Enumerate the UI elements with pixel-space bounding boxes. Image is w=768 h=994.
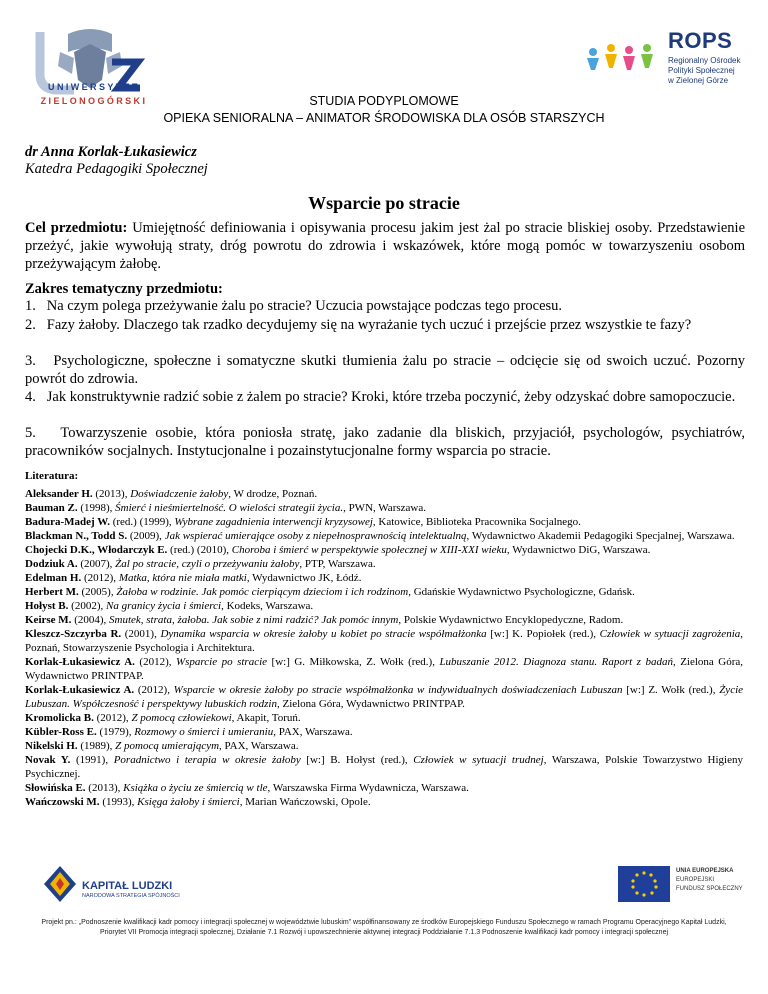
literature-tail: [w:] K. Popiołek (red.), bbox=[486, 628, 600, 640]
program-line-1: STUDIA PODYPLOMOWE bbox=[309, 94, 459, 108]
literature-title: Smutek, strata, żałoba. Jak sobie z nimi radzić? Jak pomóc innym bbox=[109, 614, 399, 626]
scope-item-3: 3. Psychologiczne, społeczne i somatyczne skutki tłumienia żalu po stracie – odcięcie się od swoich uczuć. Pozorny powrót do zdrowia. bbox=[25, 353, 745, 387]
literature-entry bbox=[25, 501, 743, 515]
kapital-ludzki-title: KAPITAŁ LUDZKI bbox=[82, 880, 173, 892]
literature-entry bbox=[25, 739, 743, 753]
literature-entry bbox=[25, 543, 743, 557]
literature-tail: , Marian Wańczowski, Opole. bbox=[239, 796, 371, 808]
literature-tail: , PAX, Warszawa. bbox=[219, 740, 299, 752]
literature-title: Śmierć i nieśmiertelność. O wielości strategii życia. bbox=[115, 502, 344, 514]
university-name-line1: UNIWERSYTET bbox=[48, 82, 140, 92]
rops-title: ROPS bbox=[668, 28, 733, 53]
literature-entry bbox=[25, 515, 743, 529]
literature-tail: , Wydawnictwo JK, Łódź. bbox=[246, 572, 362, 584]
program-line-2: OPIEKA SENIORALNA – ANIMATOR ŚRODOWISKA DLA OSÓB STARSZYCH bbox=[163, 111, 605, 125]
eu-line-2: EUROPEJSKI bbox=[676, 877, 715, 883]
course-goal-label: Cel przedmiotu: bbox=[25, 220, 128, 236]
footer-note-line-2: Priorytet VII Promocja integracji społecznej, Działanie 7.1 Rozwój i upowszechnienie aktywnej integracji Poddziałanie 7.1.3 Podnoszenie kwalifikacji kadr pomocy i integracji społecznej bbox=[99, 929, 669, 936]
literature-entry bbox=[25, 557, 743, 571]
literature-rest: (2012), bbox=[134, 684, 174, 696]
literature-title: Wsparcie w okresie żałoby po stracie współmałżonka w indywidualnych doświadczeniach Lubuszan bbox=[173, 684, 623, 696]
scope-item-4: 4. Jak konstruktywnie radzić sobie z żalem po stracie? Kroki, które trzeba poczynić, żeby odzyskać dobre samopoczucie. bbox=[25, 389, 736, 405]
literature-tail: , W drodze, Poznań. bbox=[228, 488, 318, 500]
literature-rest: (2007), bbox=[77, 558, 116, 570]
literature-author: Kleszcz-Szczyrba R. bbox=[25, 628, 122, 640]
literature-tail: , PWN, Warszawa. bbox=[343, 502, 426, 514]
literature-title2: Człowiek w sytuacji trudnej bbox=[413, 754, 544, 766]
literature-rest: (red.) (2010), bbox=[167, 544, 232, 556]
rops-sub-2: Polityki Społecznej bbox=[668, 66, 735, 75]
literature-author: Novak Y. bbox=[25, 754, 71, 766]
literature-rest: (2005), bbox=[78, 586, 117, 598]
literature-rest: (1993), bbox=[99, 796, 138, 808]
literature-title: Poradnictwo i terapia w okresie żałoby bbox=[113, 754, 301, 766]
literature-entry bbox=[25, 683, 743, 711]
literature-title: Wybrane zagadnienia interwencji kryzysowej bbox=[174, 516, 373, 528]
literature-entry bbox=[25, 711, 743, 725]
literature-rest: (2001), bbox=[121, 628, 161, 640]
literature-rest: (2009), bbox=[127, 530, 165, 542]
literature-title2: Człowiek w sytuacji zagrożenia bbox=[599, 628, 741, 640]
kapital-ludzki-sub: NARODOWA STRATEGIA SPÓJNOŚCI bbox=[82, 893, 180, 899]
literature-tail: , Kodeks, Warszawa. bbox=[221, 600, 314, 612]
literature-author: Nikelski H. bbox=[25, 740, 78, 752]
literature-entry bbox=[25, 613, 743, 627]
rops-sub-3: w Zielonej Górze bbox=[668, 76, 729, 85]
literature-title2: Lubuszanie 2012. Diagnoza stanu. Raport z badań bbox=[439, 656, 673, 668]
literature-entry bbox=[25, 599, 743, 613]
literature-title2: Życie Lubuszan. Współczesność i perspektywy lubuskich rodzin bbox=[25, 684, 744, 710]
literature-author: Hołyst B. bbox=[25, 600, 69, 612]
rops-sub-1: Regionalny Ośrodek bbox=[668, 56, 741, 65]
literature-tail: , Wydawnictwo DiG, Warszawa. bbox=[506, 544, 651, 556]
literature-author: Keirse M. bbox=[25, 614, 72, 626]
literature-tail: , Wydawnictwo Akademii Pedagogiki Specjalnej, Warszawa. bbox=[466, 530, 735, 542]
literature-title: Jak wspierać umierające osoby z niepełnosprawnością intelektualną bbox=[164, 530, 467, 542]
literature-tail: , Katowice, Biblioteka Pracownika Socjalnego. bbox=[372, 516, 581, 528]
literature-tail: , Gdańskie Wydawnictwo Psychologiczne, Gdańsk. bbox=[408, 586, 635, 598]
author-department: Katedra Pedagogiki Społecznej bbox=[25, 161, 208, 177]
literature-rest: (2004), bbox=[71, 614, 110, 626]
literature-tail: [w:] Z. Wołk (red.), bbox=[622, 684, 720, 696]
literature-rest: (2013), bbox=[92, 488, 131, 500]
literature-author: Dodziuk A. bbox=[25, 558, 78, 570]
literature-tail: , PAX, Warszawa. bbox=[273, 726, 353, 738]
literature-rest: (2002), bbox=[68, 600, 106, 612]
scope-item-5: 5. Towarzyszenie osobie, która poniosła stratę, jako zadanie dla bliskich, przyjaciół, psychologów, psychiatrów, pracowników socjalnych. Instytucjonalne i pozainstytucjonalne formy wsparcia po stracie. bbox=[25, 425, 745, 459]
literature-author: Edelman H. bbox=[25, 572, 82, 584]
literature-author: Słowińska E. bbox=[25, 782, 86, 794]
literature-rest: (1991), bbox=[70, 754, 114, 766]
literature-tail: [w:] G. Miłkowska, Z. Wołk (red.), bbox=[267, 656, 440, 668]
literature-tail2: , Warszawa, Polskie Towarzystwo Higieny Psychicznej. bbox=[25, 754, 743, 780]
literature-tail: , Polskie Wydawnictwo Encyklopedyczne, Radom. bbox=[398, 614, 624, 626]
literature-title: Żałoba w rodzinie. Jak pomóc cierpiącym dzieciom i ich rodzinom bbox=[116, 586, 409, 598]
literature-tail: , PTP, Warszawa. bbox=[299, 558, 376, 570]
literature-title: Książka o życiu ze śmiercią w tle bbox=[123, 782, 268, 794]
literature-rest: (red.) (1999), bbox=[109, 516, 175, 528]
literature-rest: (1998), bbox=[77, 502, 116, 514]
literature-title: Księga żałoby i śmierci bbox=[137, 796, 240, 808]
scope-item-2: 2. Fazy żałoby. Dlaczego tak rzadko decydujemy się na wyrażanie tych uczuć i przejście przez wszystkie te fazy? bbox=[25, 317, 692, 333]
literature-author: Korlak-Łukasiewicz A. bbox=[25, 684, 135, 696]
literature-tail2: , Zielona Góra, Wydawnictwo PRINTPAP. bbox=[276, 698, 465, 710]
literature-title: Rozmowy o śmierci i umieraniu bbox=[134, 726, 274, 738]
literature-rest: (1979), bbox=[96, 726, 135, 738]
course-goal-text: Umiejętność definiowania i opisywania procesu jakim jest żal po stracie bliskiej osoby. Przedstawienie przeżyć, jakie wywołują straty, dróg powrotu do zdrowia i wskazówek, które mogą pomóc w towarzyszeniu osobom przeżywającym żałobę. bbox=[25, 220, 746, 272]
literature-rest: (1989), bbox=[77, 740, 116, 752]
literature-entry bbox=[25, 753, 743, 781]
literature-entry bbox=[25, 725, 743, 739]
literature-author: Badura-Madej W. bbox=[25, 516, 110, 528]
literature-title: Wsparcie po stracie bbox=[175, 656, 268, 668]
literature-tail2: , Zielona Góra, Wydawnictwo PRINTPAP. bbox=[25, 656, 744, 682]
scope-item-1: 1. Na czym polega przeżywanie żalu po stracie? Uczucia powstające podczas tego procesu. bbox=[25, 298, 563, 314]
literature-author: Bauman Z. bbox=[25, 502, 78, 514]
literature-author: Wańczowski M. bbox=[25, 796, 100, 808]
literature-entry bbox=[25, 627, 743, 655]
literature-rest: (2013), bbox=[85, 782, 124, 794]
literature-entry bbox=[25, 529, 743, 543]
literature-title: Na granicy życia i śmierci bbox=[105, 600, 222, 612]
literature-rest: (2012), bbox=[93, 712, 132, 724]
literature-entry bbox=[25, 655, 743, 683]
literature-author: Aleksander H. bbox=[25, 488, 93, 500]
author-name: dr Anna Korlak-Łukasiewicz bbox=[25, 144, 197, 160]
literature-title: Choroba i śmierć w perspektywie społecznej w XIII-XXI wieku bbox=[231, 544, 507, 556]
scope-label: Zakres tematyczny przedmiotu: bbox=[25, 281, 223, 297]
literature-rest: (2012), bbox=[81, 572, 119, 584]
literature-title: Żal po stracie, czyli o przeżywaniu żałoby bbox=[115, 558, 300, 570]
literature-entry bbox=[25, 781, 743, 795]
literature-title: Z pomocą umierającym bbox=[115, 740, 220, 752]
literature-label: Literatura: bbox=[25, 470, 79, 482]
literature-title: Matka, która nie miała matki bbox=[118, 572, 247, 584]
literature-author: Blackman N., Todd S. bbox=[25, 530, 128, 542]
eu-line-3: FUNDUSZ SPOŁECZNY bbox=[676, 886, 743, 892]
literature-entry bbox=[25, 571, 743, 585]
literature-tail: , Warszawska Firma Wydawnicza, Warszawa. bbox=[267, 782, 469, 794]
literature-rest: (2012), bbox=[134, 656, 176, 668]
university-name-line2: ZIELONOGÓRSKI bbox=[40, 96, 148, 106]
literature-title: Doświadczenie żałoby bbox=[130, 488, 229, 500]
literature-tail2: , Poznań, Stowarzyszenie Psychologia i Architektura. bbox=[25, 628, 743, 654]
literature-title: Dynamika wsparcia w okresie żałoby u kobiet po stracie współmałżonka bbox=[160, 628, 487, 640]
document-title: Wsparcie po stracie bbox=[308, 193, 460, 213]
literature-tail: , Akapit, Toruń. bbox=[231, 712, 301, 724]
literature-entry bbox=[25, 795, 743, 809]
literature-list bbox=[25, 487, 743, 809]
literature-entry bbox=[25, 585, 743, 599]
literature-author: Kübler-Ross E. bbox=[25, 726, 97, 738]
literature-author: Herbert M. bbox=[25, 586, 79, 598]
literature-tail: [w:] B. Hołyst (red.), bbox=[300, 754, 414, 766]
literature-entry bbox=[25, 487, 743, 501]
literature-author: Kromolicka B. bbox=[25, 712, 94, 724]
literature-author: Korlak-Łukasiewicz A. bbox=[25, 656, 135, 668]
footer-note-line-1: Projekt pn.: „Podnoszenie kwalifikacji kadr pomocy i integracji społecznej w województwie lubuskim” współfinansowany ze środków Europejskiego Funduszu Społecznego w ramach Programu Operacyjnego Kapitał Ludzki, bbox=[41, 919, 727, 926]
literature-title: Z pomocą człowiekowi bbox=[131, 712, 232, 724]
literature-author: Chojecki D.K., Włodarczyk E. bbox=[25, 544, 168, 556]
eu-line-1: UNIA EUROPEJSKA bbox=[676, 868, 734, 874]
course-goal bbox=[25, 219, 745, 273]
